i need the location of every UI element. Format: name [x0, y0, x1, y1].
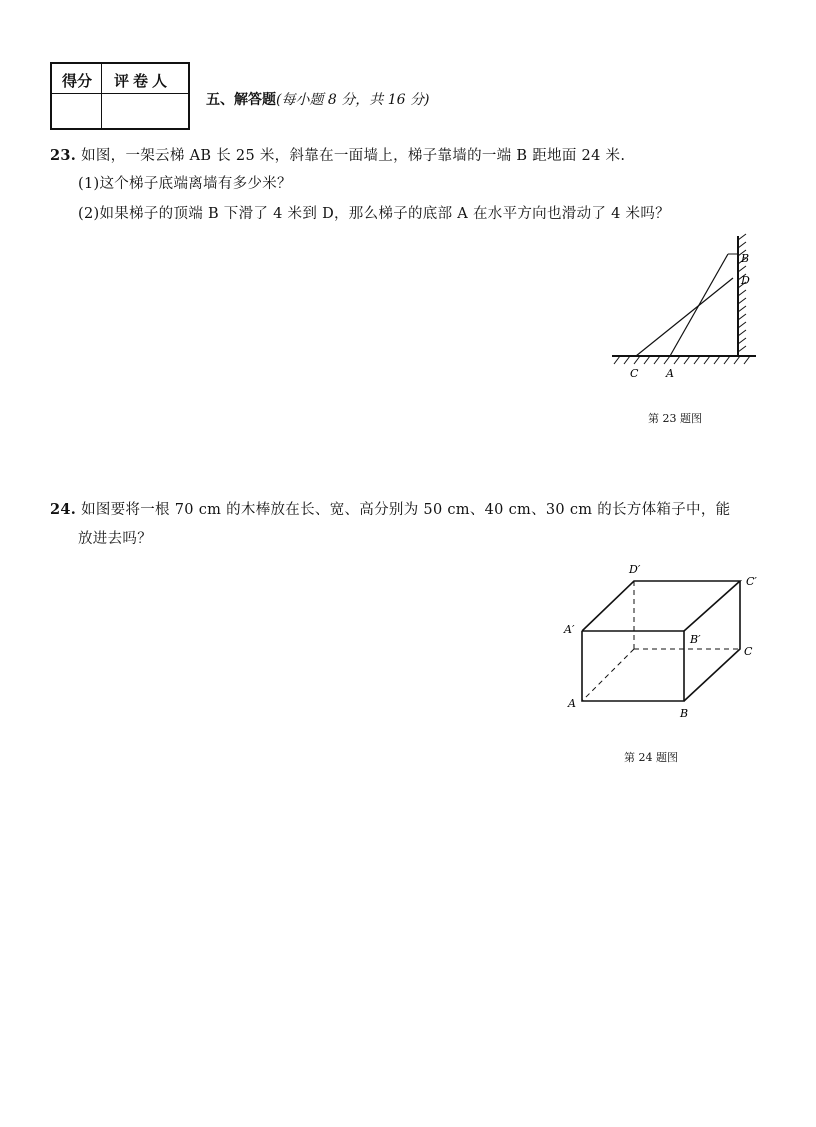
front-face [582, 631, 684, 701]
score-label: 得分 [62, 72, 93, 90]
q23-stem-text: 如图，一架云梯 AB 长 25 米，斜靠在一面墙上，梯子靠墙的一端 B 距地面 24 米. [81, 148, 626, 164]
label-a: A [666, 367, 674, 380]
score-table-divider [101, 64, 102, 128]
q24-stem-line2: 放进去吗？ [78, 531, 152, 547]
label-b-prime: B′ [690, 633, 701, 646]
q23-number: 23. [50, 147, 77, 164]
q24-caption: 第 24 题图 [624, 751, 678, 764]
label-c: C [744, 645, 753, 658]
q23-part1: (1)这个梯子底端离墙有多少米？ [78, 176, 292, 192]
q24-figure [560, 555, 770, 725]
section-title-text: 五、解答题 [206, 92, 276, 108]
label-d: D [741, 274, 750, 287]
q23-figure [600, 228, 770, 388]
q23-part2: (2)如果梯子的顶端 B 下滑了 4 米到 D，那么梯子的底部 A 在水平方向也滑动了 4 米吗？ [78, 206, 670, 222]
section-title [206, 89, 429, 109]
ladder-cd [636, 278, 733, 356]
q24-stem-text: 如图要将一根 70 cm 的木棒放在长、宽、高分别为 50 cm、40 cm、30 cm 的长方体箱子中，能 [81, 502, 731, 518]
label-c-prime: C′ [746, 575, 757, 588]
hidden-edges [582, 581, 740, 701]
label-b: B [741, 252, 750, 265]
section-note: (每小题 8 分，共 16 分) [276, 92, 430, 108]
top-face [582, 581, 740, 631]
label-b: B [680, 707, 689, 720]
ground-hatching [614, 356, 750, 364]
grader-label: 评卷人 [114, 72, 172, 90]
label-d-prime: D′ [629, 563, 641, 576]
q24-number: 24. [50, 501, 77, 518]
label-a-prime: A′ [564, 623, 575, 636]
label-c: C [630, 367, 639, 380]
label-a: A [568, 697, 576, 710]
q24-stem-line1 [50, 498, 730, 519]
score-table [50, 62, 190, 130]
q23-stem [50, 144, 625, 165]
q23-caption: 第 23 题图 [648, 412, 702, 425]
